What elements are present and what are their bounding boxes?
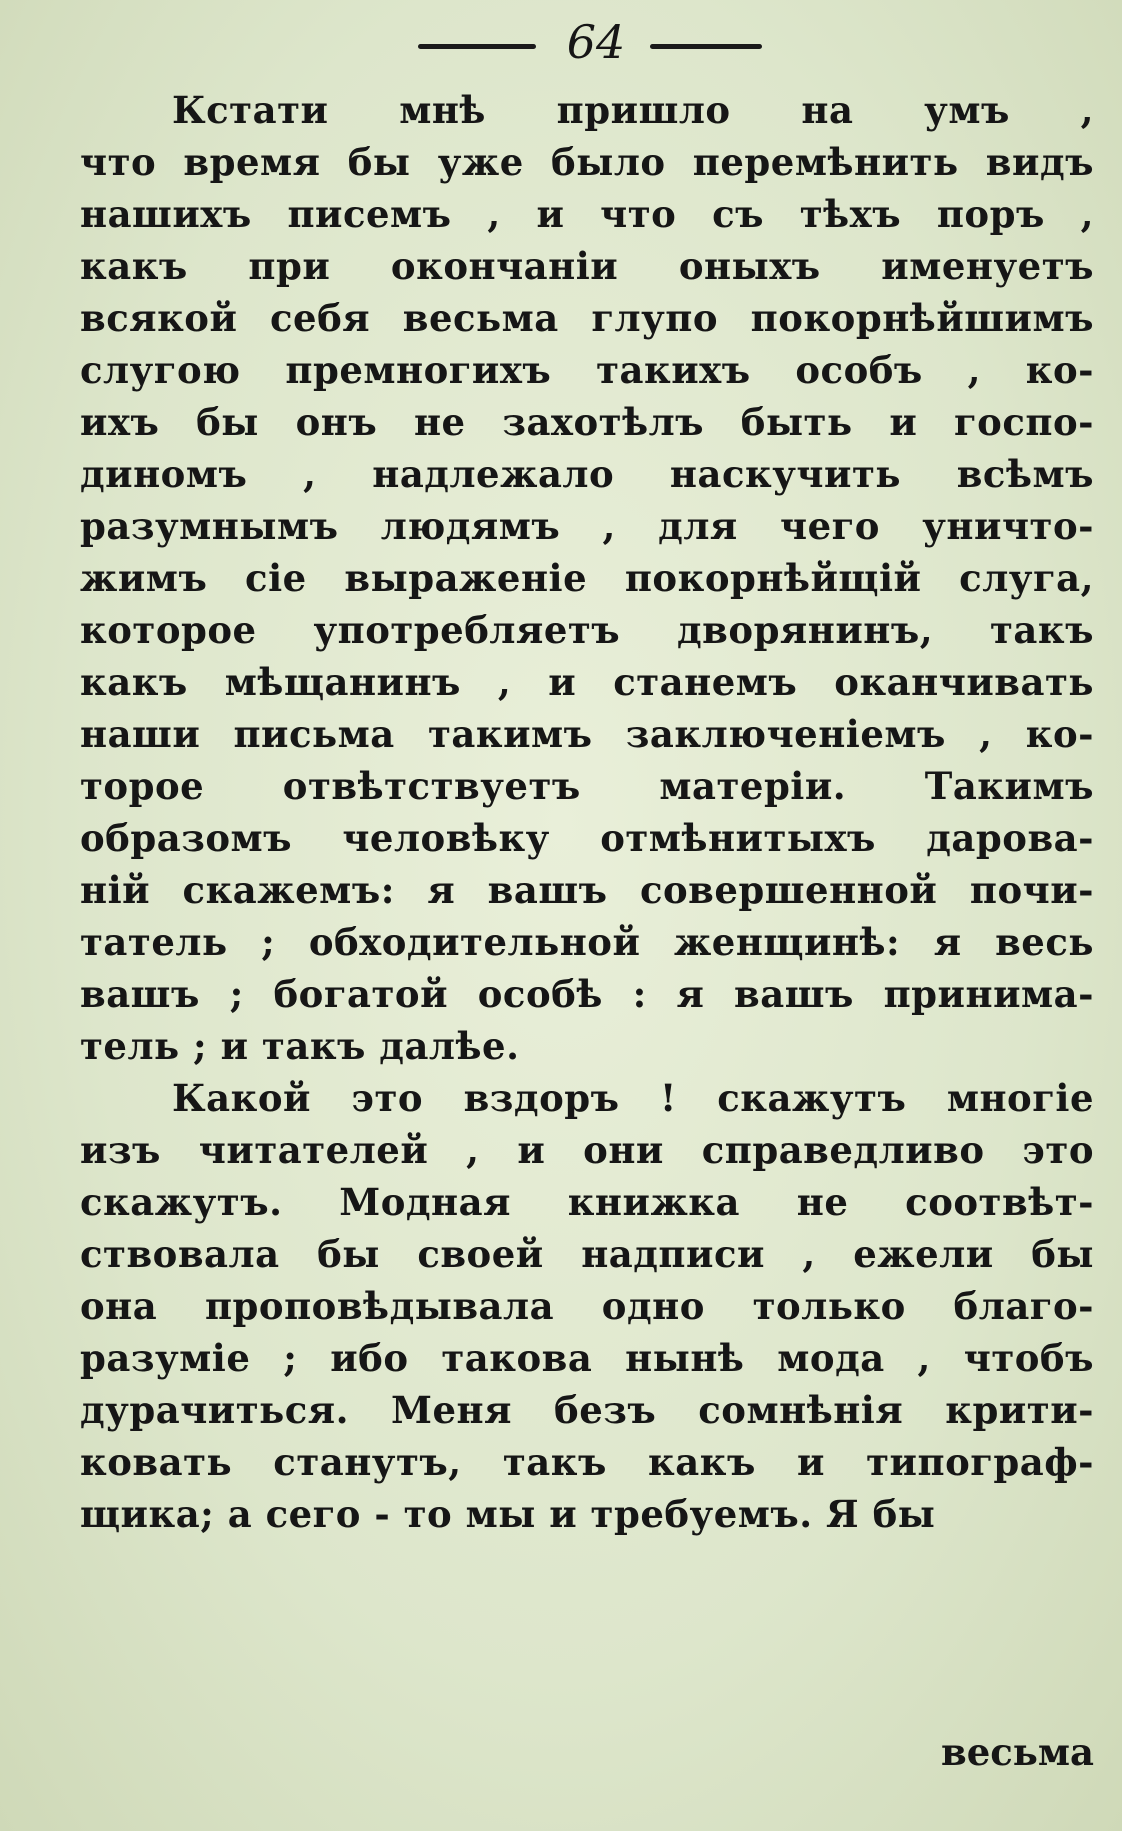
text-line: нашихъ писемъ , и что съ тѣхъ поръ , xyxy=(80,192,1094,236)
text-line: диномъ , надлежало наскучить всѣмъ xyxy=(80,452,1094,496)
header-rule-left xyxy=(418,44,536,49)
text-line: изъ читателей , и они справедливо это xyxy=(80,1128,1094,1172)
text-line: какъ мѣщанинъ , и станемъ оканчивать xyxy=(80,660,1094,704)
text-line: щика; а сего - то мы и требуемъ. Я бы xyxy=(80,1492,936,1536)
text-line: ихъ бы онъ не захотѣлъ быть и госпо- xyxy=(80,400,1094,444)
header-rule-right xyxy=(650,44,762,49)
text-line: торое отвѣтствуетъ матеріи. Такимъ xyxy=(80,764,1094,808)
text-line: которое употребляетъ дворянинъ, такъ xyxy=(80,608,1094,652)
text-line: татель ; обходительной женщинѣ: я весь xyxy=(80,920,1094,964)
text-line: слугою премногихъ такихъ особъ , ко- xyxy=(80,348,1094,392)
text-line: наши письма такимъ заключеніемъ , ко- xyxy=(80,712,1094,756)
text-line: разуміе ; ибо такова нынѣ мода , чтобъ xyxy=(80,1336,1094,1380)
text-line: разумнымъ людямъ , для чего уничто- xyxy=(80,504,1094,548)
text-line: ковать станутъ, такъ какъ и типограф- xyxy=(80,1440,1094,1484)
paragraph xyxy=(80,84,1094,1072)
text-line: вашъ ; богатой особѣ : я вашъ принима- xyxy=(80,972,1094,1016)
text-line: она проповѣдывала одно только благо- xyxy=(80,1284,1094,1328)
body-text xyxy=(80,84,1094,1540)
text-line: образомъ человѣку отмѣнитыхъ дарова- xyxy=(80,816,1094,860)
text-line: что время бы уже было перемѣнить видъ xyxy=(80,140,1094,184)
page-header xyxy=(0,10,1122,72)
text-line: скажутъ. Модная книжка не соотвѣт- xyxy=(80,1180,1094,1224)
text-line: какъ при окончаніи оныхъ именуетъ xyxy=(80,244,1094,288)
text-line: тель ; и такъ далѣе. xyxy=(80,1024,520,1068)
text-line: ній скажемъ: я вашъ совершенной почи- xyxy=(80,868,1094,912)
text-line: дурачиться. Меня безъ сомнѣнія крити- xyxy=(80,1388,1094,1432)
text-line: Какой это вздоръ ! скажутъ многіе xyxy=(172,1076,1094,1120)
paragraph xyxy=(80,1072,1094,1540)
text-line: Кстати мнѣ пришло на умъ , xyxy=(172,88,1094,132)
page-number: 64 xyxy=(566,15,626,69)
catchword: весьма xyxy=(940,1730,1094,1774)
text-line: ствовала бы своей надписи , ежели бы xyxy=(80,1232,1094,1276)
text-line: всякой себя весьма глупо покорнѣйшимъ xyxy=(80,296,1094,340)
text-line: жимъ сіе выраженіе покорнѣйщій слуга, xyxy=(80,556,1094,600)
